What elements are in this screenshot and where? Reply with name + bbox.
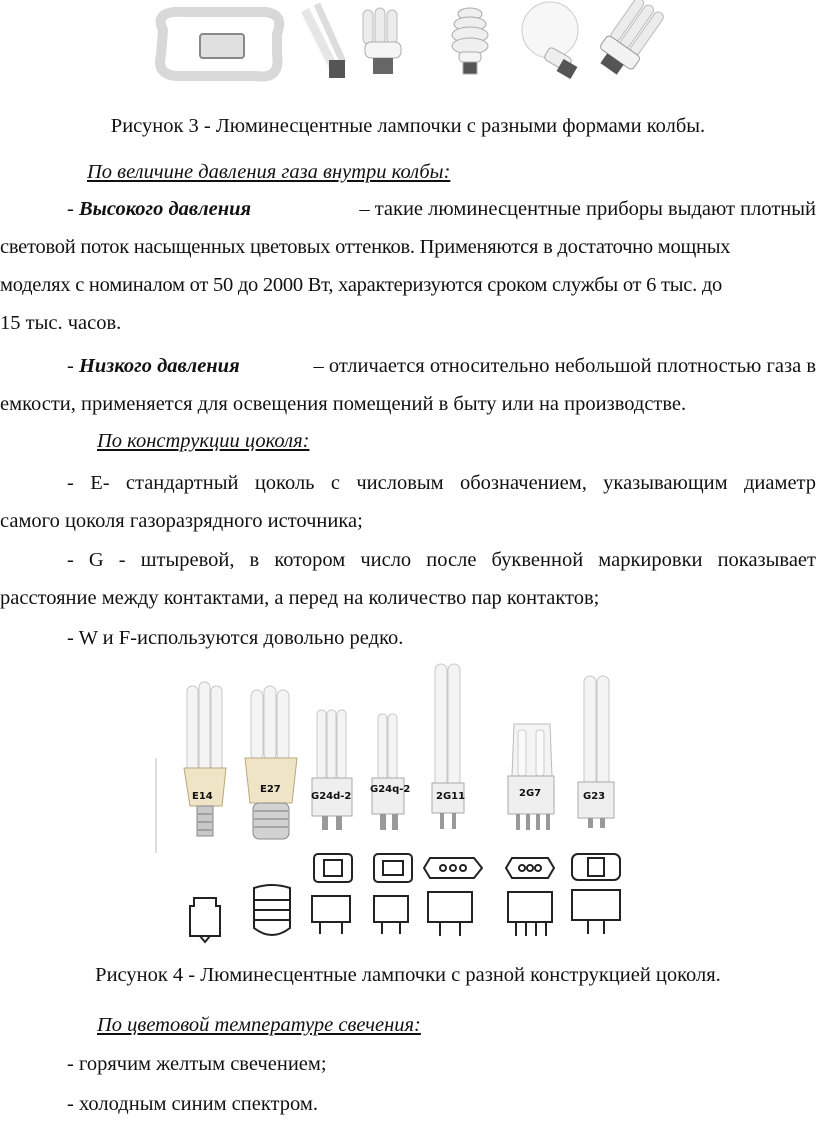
label-g24d-2: G24d-2 [311,791,352,802]
lamp-2g7-icon [508,724,554,830]
lamp-globe-icon [522,2,578,79]
socket-wf-line: - W и F-используются довольно редко. [67,627,404,649]
socket-side-views [190,885,620,942]
low-pressure-line-1 [0,355,816,378]
high-pressure-line-1 [0,198,816,221]
low-pressure-line-2: емкости, применяется для освещения помещений в быту или на производстве. [0,393,687,415]
lamp-cfl-long-icon [592,0,668,80]
figure-4-lamp-sockets [150,658,660,948]
lamp-g24d-2-icon [312,710,352,830]
high-pressure-line-1-rest: – такие люминесцентные приборы выдают плотный [359,198,816,220]
section-socket-heading-text: По конструкции цоколя: [97,430,310,452]
section-pressure-heading-text: По величине давления газа внутри колбы: [87,161,451,183]
low-pressure-term: Низкого давления [78,355,240,377]
socket-e-line-2: самого цоколя газоразрядного источника; [0,510,363,532]
color-item-warm: - горячим желтым свечением; [67,1053,327,1075]
socket-g-line-1: - G - штыревой, в котором число после буквенной маркировки показывает [67,549,816,571]
figure-4-caption: Рисунок 4 - Люминесцентные лампочки с разной конструкцией цоколя. [95,964,721,986]
figure-3-caption: Рисунок 3 - Люминесцентные лампочки с разными формами колбы. [110,115,706,137]
low-pressure-dash: - [67,355,74,377]
section-pressure-heading [87,162,687,182]
lamp-g23-icon [578,676,614,828]
label-g24q-2: G24q-2 [370,784,411,795]
lamp-2g11-icon [432,664,464,829]
high-pressure-term: Высокого давления [78,198,252,220]
section-color-heading-text: По цветовой температуре свечения: [97,1014,421,1036]
lamp-g24q-2-icon [372,714,404,830]
high-pressure-line-4: 15 тыс. часов. [0,312,122,334]
lamp-spiral-icon [452,8,488,74]
socket-g-line-2: расстояние между контактами, а перед на количество пар контактов; [0,587,600,609]
lamp-cfl-4u-icon [363,8,401,74]
label-g23: G23 [583,791,606,802]
socket-e-line-1: - Е- стандартный цоколь с числовым обозначением, указывающим диаметр [67,472,816,494]
low-pressure-lead [0,355,240,378]
high-pressure-line-3: моделях с номиналом от 50 до 2000 Вт, характеризуются сроком службы от 6 тыс. до [0,274,723,296]
color-item-cold: - холодным синим спектром. [67,1093,318,1115]
section-socket-heading [97,430,697,453]
section-color-heading [97,1014,697,1037]
socket-top-views [314,854,620,882]
lamp-2d-icon [160,12,279,77]
label-2g7: 2G7 [519,788,542,799]
high-pressure-line-2: световой поток насыщенных цветовых оттенков. Применяются в достаточно мощных [0,236,731,258]
lamp-e27-icon [245,686,297,839]
lamp-e14-icon [184,682,226,836]
figure-3-lamp-shapes [145,0,675,88]
label-e14: E14 [192,791,213,802]
high-pressure-dash: - [67,198,74,220]
lamp-u-tube-icon [305,4,345,78]
low-pressure-line-1-rest: – отличается относительно небольшой плотностью газа в [313,355,816,377]
high-pressure-lead [0,198,251,221]
label-2g11: 2G11 [436,791,466,802]
label-e27: E27 [260,784,281,795]
